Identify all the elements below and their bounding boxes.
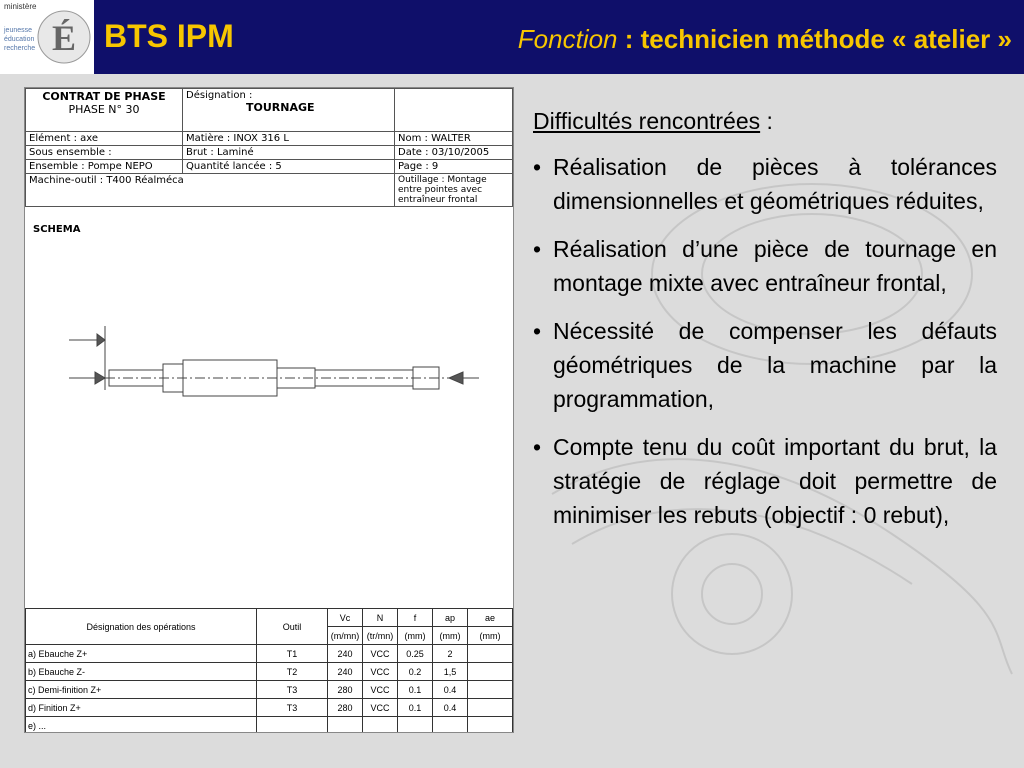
ops-header-n: N <box>363 609 398 627</box>
ops-cell: 0.1 <box>398 681 433 699</box>
empty-cell <box>395 89 513 132</box>
ops-unit: (mm) <box>433 627 468 645</box>
table-row <box>26 717 513 734</box>
ops-cell: 280 <box>328 681 363 699</box>
ministry-sub-3: recherche <box>4 45 36 52</box>
ops-cell <box>468 645 513 663</box>
ops-cell <box>468 717 513 734</box>
ops-cell: 240 <box>328 663 363 681</box>
ministry-sub-1: jeunesse <box>4 27 33 34</box>
shaft-sketch-icon <box>65 322 485 402</box>
difficulties-list <box>533 150 997 532</box>
ops-cell: a) Ebauche Z+ <box>26 645 257 663</box>
ops-cell: T3 <box>257 699 328 717</box>
ministry-sub-2: éducation <box>4 36 35 43</box>
date-cell: Date : 03/10/2005 <box>395 146 513 160</box>
ops-cell: T2 <box>257 663 328 681</box>
list-item: • Compte tenu du coût important du brut, la stratégie de réglage doit permettre de minimiser les rebuts (objectif : 0 rebut), <box>533 430 997 532</box>
table-row <box>26 699 513 717</box>
machine-cell: Machine-outil : T400 Réalméca <box>26 174 395 207</box>
designation-cell <box>183 89 395 132</box>
ops-cell <box>468 681 513 699</box>
ministry-label: ministère <box>4 2 37 11</box>
table-row <box>26 645 513 663</box>
nom-cell: Nom : WALTER <box>395 132 513 146</box>
page-cell: Page : 9 <box>395 160 513 174</box>
table-row <box>26 663 513 681</box>
subtitle-function: Fonction <box>517 24 618 54</box>
subtitle-role: : technicien méthode « atelier » <box>617 24 1012 54</box>
ops-cell: 0.1 <box>398 699 433 717</box>
ops-cell: VCC <box>363 663 398 681</box>
ops-cell <box>433 717 468 734</box>
ops-cell: 0.25 <box>398 645 433 663</box>
ops-cell: e) ... <box>26 717 257 734</box>
slide-subtitle <box>518 24 1012 55</box>
contrat-phase: PHASE N° 30 <box>68 103 140 116</box>
ops-cell <box>468 663 513 681</box>
brut-cell: Brut : Laminé <box>183 146 395 160</box>
operations-table <box>25 608 513 733</box>
ministry-logo <box>0 0 94 74</box>
quantite-cell: Quantité lancée : 5 <box>183 160 395 174</box>
ops-cell: 0.4 <box>433 681 468 699</box>
ops-cell: 240 <box>328 645 363 663</box>
contrat-header-table <box>25 88 513 207</box>
designation-value: TOURNAGE <box>246 101 315 114</box>
sous-ensemble-cell: Sous ensemble : <box>26 146 183 160</box>
difficulties-heading <box>533 104 997 138</box>
contrat-title-cell <box>26 89 183 132</box>
matiere-cell: Matière : INOX 316 L <box>183 132 395 146</box>
ops-cell: VCC <box>363 645 398 663</box>
ops-cell: VCC <box>363 681 398 699</box>
ops-cell: 0.4 <box>433 699 468 717</box>
ops-unit: (mm) <box>398 627 433 645</box>
outillage-cell: Outillage : Montage entre pointes avec entraîneur frontal <box>395 174 513 207</box>
ops-cell <box>363 717 398 734</box>
schema-label: SCHEMA <box>33 224 81 235</box>
heading-underlined: Difficultés rencontrées <box>533 108 761 134</box>
table-row <box>26 681 513 699</box>
header-bar <box>0 0 1024 74</box>
ensemble-cell: Ensemble : Pompe NEPO <box>26 160 183 174</box>
list-item: • Nécessité de compenser les défauts géométriques de la machine par la programmation, <box>533 314 997 416</box>
list-item: • Réalisation de pièces à tolérances dimensionnelles et géométriques réduites, <box>533 150 997 218</box>
ops-cell: 2 <box>433 645 468 663</box>
ops-header-ae: ae <box>468 609 513 627</box>
ops-cell: VCC <box>363 699 398 717</box>
ops-header-ap: ap <box>433 609 468 627</box>
ops-cell: 280 <box>328 699 363 717</box>
ops-unit: (m/mn) <box>328 627 363 645</box>
ministry-sub <box>4 26 35 53</box>
designation-label: Désignation : <box>186 90 253 101</box>
marianne-e-icon <box>36 6 92 68</box>
list-item: • Réalisation d’une pièce de tournage en montage mixte avec entraîneur frontal, <box>533 232 997 300</box>
ops-header-outil: Outil <box>257 609 328 645</box>
ops-cell <box>257 717 328 734</box>
ops-cell: b) Ebauche Z- <box>26 663 257 681</box>
ops-cell: 1,5 <box>433 663 468 681</box>
course-title: BTS IPM <box>104 18 234 54</box>
ops-cell <box>468 699 513 717</box>
ops-cell: T3 <box>257 681 328 699</box>
ops-header-f: f <box>398 609 433 627</box>
ops-cell <box>328 717 363 734</box>
ops-header-vc: Vc <box>328 609 363 627</box>
ops-cell: 0.2 <box>398 663 433 681</box>
ops-cell: c) Demi-finition Z+ <box>26 681 257 699</box>
svg-text:É: É <box>51 18 77 58</box>
ops-cell <box>398 717 433 734</box>
ops-header-designation: Désignation des opérations <box>26 609 257 645</box>
difficulties-text <box>533 104 997 546</box>
contrat-de-phase-document <box>24 87 514 733</box>
ops-unit: (mm) <box>468 627 513 645</box>
ops-cell: T1 <box>257 645 328 663</box>
heading-suffix: : <box>760 108 773 134</box>
contrat-title: CONTRAT DE PHASE <box>42 90 166 103</box>
element-cell: Elément : axe <box>26 132 183 146</box>
ops-unit: (tr/mn) <box>363 627 398 645</box>
ops-cell: d) Finition Z+ <box>26 699 257 717</box>
